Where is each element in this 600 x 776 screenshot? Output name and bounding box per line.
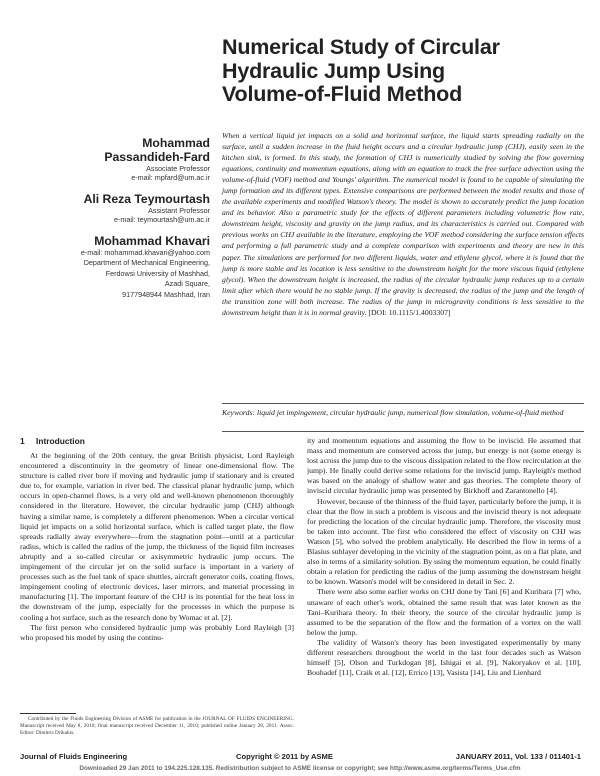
author-name-line: Mohammad Khavari <box>94 233 210 248</box>
author-list <box>10 136 210 266</box>
author-email[interactable]: e-mail: mpfard@um.ac.ir <box>131 173 210 183</box>
author-name <box>10 136 210 164</box>
author-name-line: Ali Reza Teymourtash <box>83 191 210 206</box>
keywords-text: liquid jet impingement, circular hydraulic jump, numerical flow simulation, volume-of-fluid method <box>256 408 564 417</box>
author-name <box>10 234 210 248</box>
page-footer <box>20 752 581 764</box>
author-3 <box>10 234 210 257</box>
paragraph: ity and momentum equations and assuming the flow to be inviscid. He assumed that mass and momentum are conserved across the jump, but energy is not (some energy is lost across the jump due to the viscous dissipation related to the flow recirculation at the jump). He finally could derive some relations for the inviscid jump. Rayleigh's method was based on the analogy of shallow water and gas theories. The complete theory of inviscid circular hydraulic jump was presented by Birkhoff and Zarantonello [4]. <box>307 436 581 496</box>
author-name <box>10 192 210 206</box>
affiliation-line: Azadi Square, <box>164 279 210 289</box>
abstract <box>222 130 584 318</box>
keywords-bottom-rule <box>222 431 584 432</box>
keywords-top-rule <box>222 403 584 404</box>
affiliation-line: Ferdowsi University of Mashhad, <box>105 268 210 278</box>
author-2 <box>10 192 210 225</box>
author-email[interactable]: e-mail: mohammad.khavari@yahoo.com <box>80 247 210 257</box>
body-column-right <box>307 436 581 678</box>
author-name-line: Mohammad <box>142 136 210 150</box>
title-line-3: Volume-of-Fluid Method <box>222 82 463 106</box>
keywords-label: Keywords: <box>222 408 256 417</box>
footer-issue: JANUARY 2011, Vol. 133 / 011401-1 <box>455 752 581 761</box>
paragraph: The validity of Watson's theory has been investigated experimentally by many different researchers throughout the world in the last four decades such as Watson himself [5], Olson and Turkdogan [8], Ishigai et al. [9], Nakoryakov et al. [10], Bouhadef [11], Craik et al. [12], Errico [13], Vasista [14], Liu and Lienhard <box>307 637 581 678</box>
keywords <box>222 407 584 418</box>
title-block <box>222 36 582 107</box>
author-1 <box>10 136 210 183</box>
paragraph: However, because of the thinness of the fluid layer, particularly before the jump, it is clear that the flow in such a problem is viscous and the inviscid theory is not adequate for predicting the location of the circular hydraulic jump. Therefore, the viscosity must be taken into account. The first who considered the effect of viscosity on CHJ was Watson [5], who solved the problem analytically. He described the flow in terms of a Blasius sublayer developing in the vicinity of the stagnation point, as on a flat plate, and also in terms of a similarity solution. By using the momentum equation, he could finally obtain a relation for predicting the radius of the jump assuming the downstream height to be known. Watson's model will be considered in detail in Sec. 2. <box>307 496 581 587</box>
affiliation-line: 9177948944 Mashhad, Iran <box>122 289 210 299</box>
section-number: 1 <box>20 436 25 446</box>
paragraph: The first person who considered hydraulic jump was probably Lord Rayleigh [3] who proposed his model by using the continu- <box>20 622 294 642</box>
title-line-1: Numerical Study of Circular <box>222 35 500 59</box>
body-column-left <box>20 436 294 643</box>
footer-journal: Journal of Fluids Engineering <box>20 752 128 761</box>
footer-copyright: Copyright © 2011 by ASME <box>236 752 333 761</box>
author-role: Assistant Professor <box>148 205 210 215</box>
doi[interactable]: [DOI: 10.1115/1.4003307] <box>368 307 451 317</box>
paragraph: There were also some earlier works on CHJ done by Tani [6] and Kurihara [7] who, unaware of each other's work, obtained the same result that was later known as the Tani–Kurihara theory. In their theory, the source of the circular hydraulic jump is assumed to be the separation of the flow and the formation of a vortex on the wall below the jump. <box>307 587 581 637</box>
author-role: Associate Professor <box>146 164 210 173</box>
affiliation-line: Department of Mechanical Engineering, <box>83 258 210 267</box>
section-title: Introduction <box>36 436 85 446</box>
abstract-text: When a vertical liquid jet impacts on a solid and horizontal surface, the liquid starts spreading radially on the surface, until a sudden increase in the fluid height occurs and a circular hydraulic jump (CHJ), easily seen in the kitchen sink, is formed. In this study, the formation of CHJ is numerically studied by solving the flow governing equations, continuity and momentum equations, along with an equation to track the free surface advection using the volume-of-fluid (VOF) method and Youngs' algorithm. The numerical model is found to be capable of simulating the jump formation and its different types. Extensive comparisons are performed between the model results and those of the available experiments and modified Watson's theory. The model is shown to accurately predict the jump location and its behavior. Also a parametric study for the effects of different parameters including volumetric flow rate, downstream height, viscosity and gravity on the jump radius, and its characteristics is carried out. Compared with previous works on CHJ available in the literature, employing the VOF method considering the surface tension effects and performing a full parametric study and a complete comparison with experiments and theory are new in this paper. The simulations are performed for two different liquids, water and ethylene glycol, where it is found that the jump is more stable and its location is less sensitive to the downstream height for the more viscous liquid (ethylene glycol). When the downstream height is increased, the radius of the circular hydraulic jump reduces up to a certain limit after which there would be no stable jump. If the gravity is decreased, the radius of the jump and the length of the transition zone will both increase. The radius of the jump in microgravity conditions is less sensitive to the downstream height than it is in normal gravity. <box>222 131 584 317</box>
paper-title <box>222 36 582 107</box>
affiliation <box>10 258 210 300</box>
paragraph: At the beginning of the 20th century, the great British physicist, Lord Rayleigh encountered a discontinuity in the geometry of linear one-dimensional flow. The structure is called river bore if moving and hydraulic jump if stationary and is created due to, for example, variation in river bed. The classical planar hydraulic jump, which occurs in open-channel flows, is a very old and well-known phenomenon thoroughly considered in the literature. However, the circular hydraulic jump (CHJ) although having a similar name, is completely a different phenomenon. When a circular vertical liquid jet impacts on a solid horizontal surface, which is called target plate, the flow spreads radially away everywhere—from the stagnation point—until at a particular radius, which is called the radius of the jump, the thickness of the liquid film increases abruptly and a so-called circular or axisymmetric hydraulic jump occurs. The impingement of the circular jet on the solid surface is important in a variety of processes such as the fuel tank of space shuttles, aircraft generator coils, coating flows, impingement cooling of electronic devices, laser mirrors, and material processing in manufacturing [1]. The important feature of the CHJ is its potential for the heat loss in the downstream of the jump, especially for the processes in which the purpose is cooling a hot surface, such as the research done by Womac et al. [2]. <box>20 451 294 622</box>
title-line-2: Hydraulic Jump Using <box>222 58 445 83</box>
footnote: Contributed by the Fluids Engineering Division of ASME for publication in the JOURNAL OF FLUIDS ENGINEERING. Manuscript received May 8, 2010; final manuscript received December 11, 2010; published online January 28, 2011. Assoc. Editor: Dimitris Drikakis. <box>20 716 294 736</box>
download-notice: Downloaded 29 Jan 2011 to 194.225.128.135. Redistribution subject to ASME license or copyright; see http://www.asme.org/terms/Terms_Use.cfm <box>79 765 521 772</box>
author-email[interactable]: e-mail: teymourtash@um.ac.ir <box>114 215 210 225</box>
footnote-rule <box>20 713 76 714</box>
section-heading <box>20 436 294 446</box>
author-name-line: Passandideh-Fard <box>104 150 210 164</box>
